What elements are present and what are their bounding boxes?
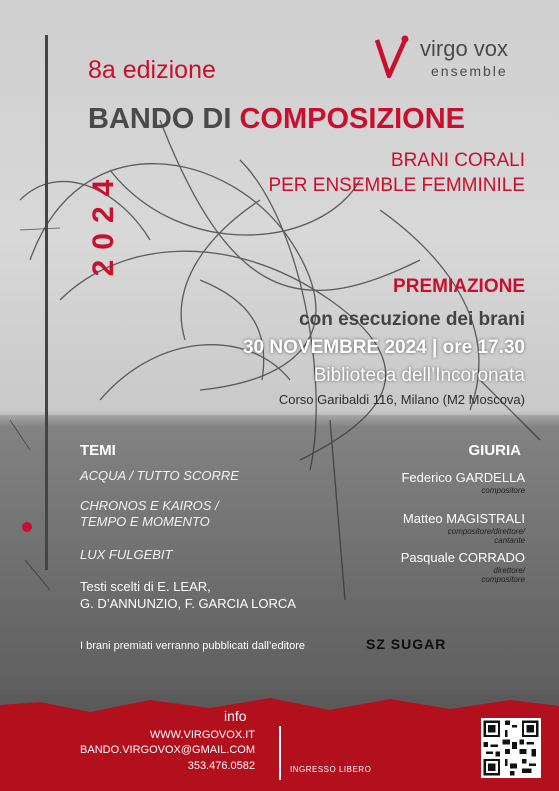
email-link[interactable]: BANDO.VIRGOVOX@GMAIL.COM (80, 744, 255, 756)
jury-member-3-name: Pasquale CORRADO (400, 550, 525, 565)
jury-member-3-role (481, 566, 525, 584)
jury-member-1-name: Federico GARDELLA (401, 470, 525, 485)
qr-code[interactable] (481, 718, 541, 778)
subtitle (268, 148, 525, 198)
event-date: 30 NOVEMBRE 2024 | ore 17.30 (242, 337, 525, 358)
footer-divider (279, 726, 281, 780)
title-part2: COMPOSIZIONE (239, 103, 466, 135)
website-link[interactable]: WWW.VIRGOVOX.IT (149, 729, 255, 741)
theme-item-1: ACQUA / TUTTO SCORRE (80, 468, 239, 483)
jury-member-2-name: Matteo MAGISTRALI (402, 511, 525, 526)
phone-number[interactable]: 353.476.0582 (187, 760, 255, 772)
subtitle-line2: PER ENSEMBLE FEMMINILE (268, 175, 525, 196)
themes-heading: TEMI (80, 442, 116, 459)
logo-name: virgo vox (420, 36, 509, 61)
subtitle-line1: BRANI CORALI (390, 150, 525, 171)
jury-member-1-role: compositore (481, 486, 525, 495)
free-entry-label: INGRESSO LIBERO (290, 765, 372, 774)
publisher-logo: SZ SUGAR (366, 636, 447, 652)
year-text: 2024 (87, 169, 120, 276)
jury-heading: GIURIA (468, 442, 521, 459)
year-vertical (84, 150, 124, 295)
texts-authors (80, 578, 296, 612)
title-part1: BANDO DI (88, 103, 232, 135)
texts-line1: Testi scelti di E. LEAR, (80, 579, 211, 594)
theme-item-2 (80, 498, 219, 530)
theme-item-2-line1: CHRONOS E KAIROS / (80, 498, 219, 513)
event-address: Corso Garibaldi 116, Milano (M2 Moscova) (278, 392, 525, 407)
page-title (88, 103, 465, 136)
logo-subtitle: ensemble (431, 63, 508, 79)
jury-member-2-role-line2: cantante (494, 536, 525, 545)
jury-member-3-role-line1: direttore/ (493, 566, 525, 575)
edition-label: 8a edizione (88, 56, 216, 84)
event-subheading: con esecuzione dei brani (299, 309, 525, 330)
publisher-note: I brani premiati verranno pubblicati dall’editore (80, 640, 306, 652)
jury-member-2-role-line1: compositore/direttore/ (447, 527, 525, 536)
jury-member-3-role-line2: compositore (481, 575, 525, 584)
red-dot-ornament (22, 522, 32, 532)
jury-member-2-role (448, 527, 525, 545)
theme-item-3: LUX FULGEBIT (80, 547, 173, 562)
vertical-divider-line (45, 35, 48, 570)
info-heading: info (224, 708, 247, 724)
theme-item-2-line2: TEMPO E MOMENTO (80, 514, 210, 529)
event-venue: Biblioteca dell’Incoronata (313, 365, 525, 386)
texts-line2: G. D’ANNUNZIO, F. GARCIA LORCA (80, 596, 296, 611)
event-heading: PREMIAZIONE (393, 276, 525, 297)
